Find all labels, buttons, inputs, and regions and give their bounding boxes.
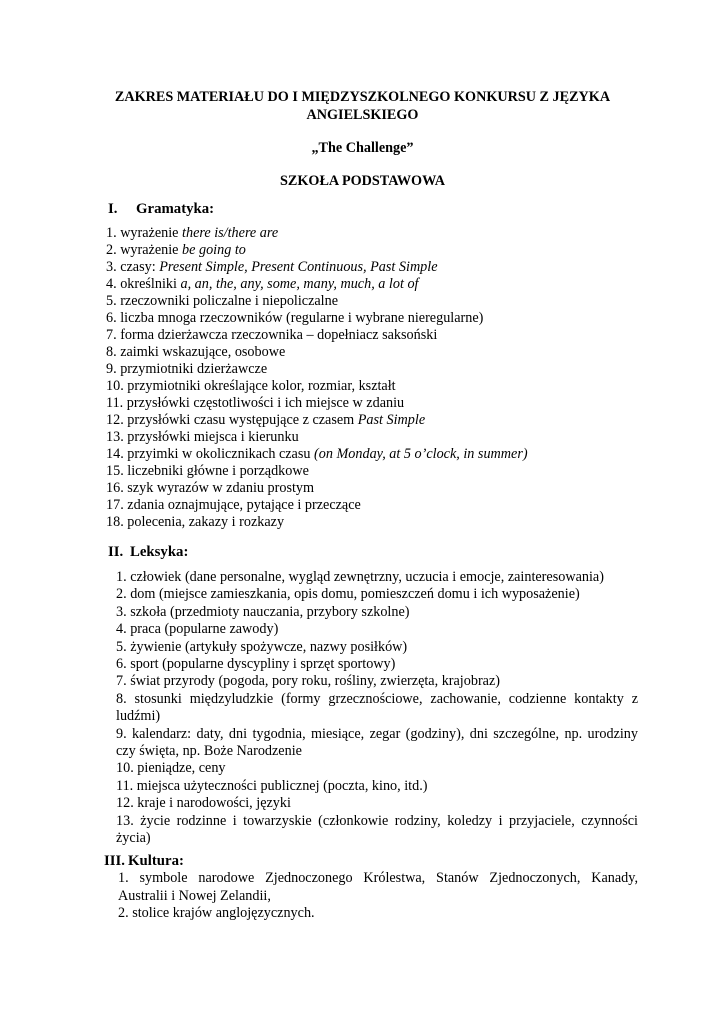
vocabulary-item: 12. kraje i narodowości, języki (116, 795, 291, 812)
grammar-item (106, 429, 528, 446)
grammar-item-text: 2. wyrażenie (106, 242, 183, 258)
grammar-item-text: 17. zdania oznajmujące, pytające i przeczące (106, 497, 361, 513)
vocabulary-item: 3. szkoła (przedmioty nauczania, przybory szkolne) (116, 603, 410, 620)
grammar-item-text: 12. przysłówki czasu występujące z czasem (106, 412, 358, 428)
section-number: III. (104, 853, 125, 869)
section-number: I. (108, 201, 118, 217)
grammar-item (106, 395, 528, 412)
grammar-item (106, 259, 528, 276)
grammar-item (106, 276, 528, 293)
document-title-line1: ZAKRES MATERIAŁU DO I MIĘDZYSZKOLNEGO KONKURSU Z JĘZYKA (114, 89, 611, 105)
grammar-item (106, 446, 528, 463)
grammar-item (106, 242, 528, 259)
grammar-item-term: Past Simple (357, 412, 426, 428)
grammar-item-text: 5. rzeczowniki policzalne i niepoliczalne (106, 293, 339, 309)
grammar-item-term: there is/there are (182, 225, 279, 241)
section-title: Kultura: (128, 853, 184, 869)
grammar-item (106, 344, 528, 361)
vocabulary-item: 10. pieniądze, ceny (116, 760, 226, 777)
school-level-heading: SZKOŁA PODSTAWOWA (280, 173, 445, 189)
vocabulary-item: 8. stosunki międzyludzkie (formy grzecznościowe, zachowanie, codzienne kontakty z ludźmi) (116, 690, 638, 725)
grammar-item (106, 480, 528, 497)
grammar-item-text: 18. polecenia, zakazy i rozkazy (106, 514, 285, 530)
grammar-item (106, 514, 528, 531)
grammar-item-text: 9. przymiotniki dzierżawcze (106, 361, 268, 377)
section-title: Leksyka: (130, 544, 189, 560)
vocabulary-item: 13. życie rodzinne i towarzyskie (członkowie rodziny, koledzy i przyjaciele, czynności życia) (116, 812, 638, 847)
grammar-item (106, 361, 528, 378)
vocabulary-item: 7. świat przyrody (pogoda, pory roku, rośliny, zwierzęta, krajobraz) (116, 673, 500, 690)
grammar-item-text: 7. forma dzierżawcza rzeczownika – dopełniacz saksoński (106, 327, 438, 343)
document-title-line2: ANGIELSKIEGO (306, 107, 419, 123)
grammar-item (106, 310, 528, 327)
grammar-item (106, 378, 528, 395)
grammar-item-text: 13. przysłówki miejsca i kierunku (106, 429, 299, 445)
vocabulary-item: 11. miejsca użyteczności publicznej (poczta, kino, itd.) (116, 777, 428, 794)
vocabulary-item: 9. kalendarz: daty, dni tygodnia, miesiące, zegar (godziny), dni szczególne, np. urodziny czy święta, np. Boże Narodzenie (116, 725, 638, 760)
vocabulary-item: 4. praca (popularne zawody) (116, 621, 279, 638)
section-number: II. (108, 544, 124, 560)
culture-item: 1. symbole narodowe Zjednoczonego Królestwa, Stanów Zjednoczonych, Kanady, Australii i Nowej Zelandii, (118, 870, 638, 904)
grammar-item-text: 14. przyimki w okolicznikach czasu (106, 446, 315, 462)
grammar-list (106, 225, 528, 531)
vocabulary-item: 1. człowiek (dane personalne, wygląd zewnętrzny, uczucia i emocje, zainteresowania) (116, 569, 604, 585)
grammar-item-text: 4. określniki (106, 276, 181, 292)
vocabulary-list (116, 569, 638, 848)
culture-list (118, 870, 638, 923)
grammar-item (106, 293, 528, 310)
section-culture-heading (104, 852, 184, 870)
grammar-item-text: 6. liczba mnoga rzeczowników (regularne i wybrane nieregularne) (106, 310, 484, 326)
grammar-item-text: 3. czasy: (106, 259, 160, 275)
grammar-item-term: be going to (182, 242, 246, 258)
grammar-item-text: 8. zaimki wskazujące, osobowe (106, 344, 286, 360)
grammar-item-text: 15. liczebniki główne i porządkowe (106, 463, 309, 479)
grammar-item-text: 11. przysłówki częstotliwości i ich miejsce w zdaniu (106, 395, 405, 411)
grammar-item-term: Present Simple, Present Continuous, Past Simple (159, 259, 438, 275)
section-grammar-heading (108, 200, 214, 218)
vocabulary-item: 6. sport (popularne dyscypliny i sprzęt sportowy) (116, 656, 396, 673)
grammar-item (106, 412, 528, 429)
culture-item: 2. stolice krajów anglojęzycznych. (118, 905, 315, 922)
document-subtitle: „The Challenge” (311, 140, 414, 156)
section-title: Gramatyka: (136, 201, 215, 217)
vocabulary-item: 2. dom (miejsce zamieszkania, opis domu, pomieszczeń domu i ich wyposażenie) (116, 586, 580, 603)
grammar-item-term: a, an, the, any, some, many, much, a lot of (180, 276, 419, 292)
vocabulary-item: 5. żywienie (artykuły spożywcze, nazwy posiłków) (116, 638, 408, 655)
grammar-item (106, 497, 528, 514)
grammar-item (106, 225, 528, 242)
grammar-item-text: 10. przymiotniki określające kolor, rozmiar, kształt (106, 378, 396, 394)
grammar-item-text: 1. wyrażenie (106, 225, 183, 241)
grammar-item (106, 327, 528, 344)
grammar-item-text: 16. szyk wyrazów w zdaniu prostym (106, 480, 315, 496)
grammar-item (106, 463, 528, 480)
grammar-item-term: (on Monday, at 5 o’clock, in summer) (314, 446, 528, 462)
section-vocabulary-heading (108, 543, 188, 561)
